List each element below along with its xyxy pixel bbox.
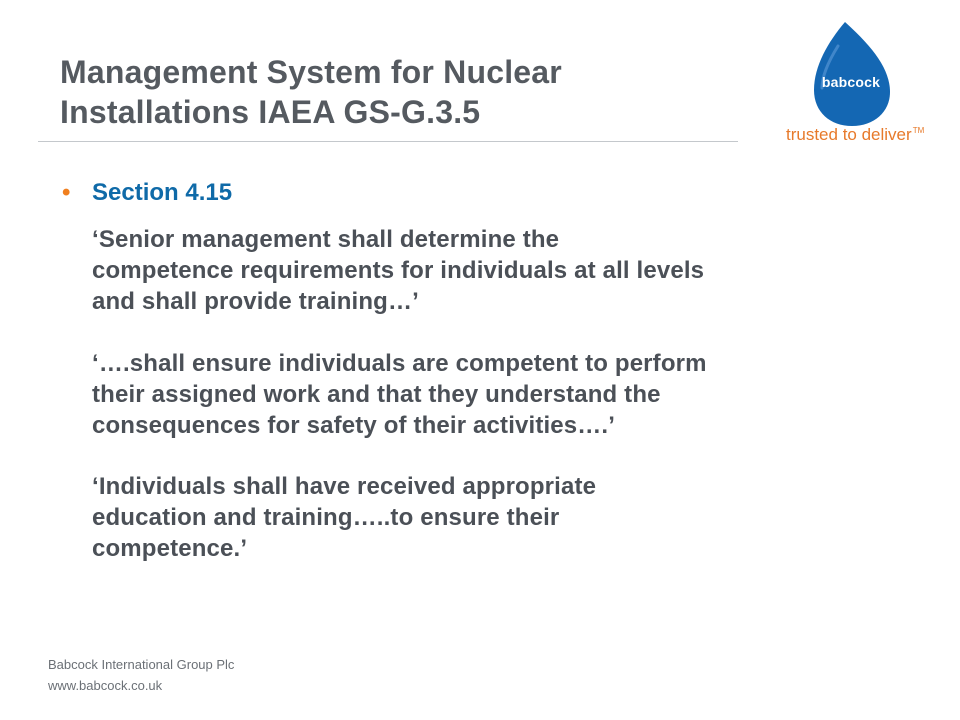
title-divider: [38, 141, 738, 142]
quote-paragraph-2: [92, 348, 922, 441]
quote-line: and shall provide training…’: [92, 288, 419, 315]
tagline-text: trusted to deliver: [786, 125, 912, 144]
quote-line: consequences for safety of their activities….’: [92, 412, 616, 439]
slide-title-line-2: Installations IAEA GS-G.3.5: [60, 94, 481, 130]
babcock-logo: [812, 20, 892, 130]
quote-paragraph-3: [92, 471, 922, 564]
section-heading: Section 4.15: [92, 179, 233, 206]
quote-paragraph-1: [92, 224, 922, 317]
quote-line: ‘Senior management shall determine the: [92, 226, 560, 253]
quote-line: ‘Individuals shall have received appropriate: [92, 473, 597, 500]
slide-title-line-1: Management System for Nuclear: [60, 54, 562, 90]
brand-tagline: [786, 125, 924, 145]
quote-line: ‘….shall ensure individuals are competent to perform: [92, 350, 707, 377]
slide-title: [60, 52, 760, 132]
logo-wordmark: babcock: [821, 74, 881, 90]
footer-company-name: Babcock International Group Plc: [48, 657, 235, 672]
quote-line: their assigned work and that they understand the: [92, 381, 661, 408]
trademark-mark: TM: [912, 126, 925, 135]
quote-line: competence requirements for individuals at all levels: [92, 257, 705, 284]
quote-line: competence.’: [92, 535, 248, 562]
section-bullet: [62, 178, 232, 208]
quote-line: education and training…..to ensure their: [92, 504, 560, 531]
bullet-icon: •: [62, 179, 71, 206]
footer-website-link[interactable]: www.babcock.co.uk: [48, 678, 163, 693]
